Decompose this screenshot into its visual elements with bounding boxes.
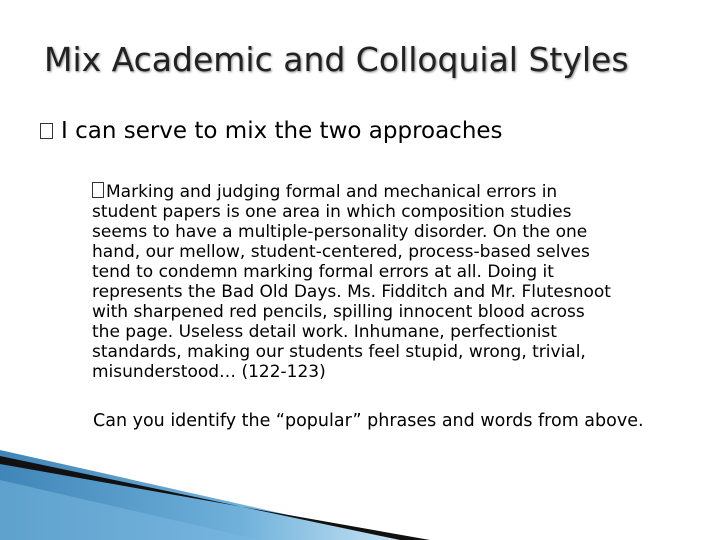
bullet-item — [40, 118, 503, 144]
quote-text: Marking and judging formal and mechanical errors in student papers is one area in which composition studies seems to have a multiple-personality disorder. On the one hand, our mellow, student-centered, process-based selves tend to condemn marking formal errors at all. Doing it represents the Bad Old Days. Ms. Fidditch and Mr. Flutesnoot with sharpened red pencils, spilling innocent blood across the page. Useless detail work. Inhumane, perfectionist standards, making our students feel stupid, wrong, trivial, misunderstood… (122-123) — [92, 182, 611, 382]
sub-bullet-box-icon — [92, 182, 104, 198]
bullet-box-icon — [40, 123, 53, 139]
slide-title: Mix Academic and Colloquial Styles — [44, 40, 629, 79]
question-text: Can you identify the “popular” phrases and words from above. — [93, 411, 644, 431]
bullet-text: I can serve to mix the two approaches — [61, 118, 503, 144]
decorative-corner-graphic — [0, 450, 720, 540]
quote-block — [92, 181, 692, 382]
